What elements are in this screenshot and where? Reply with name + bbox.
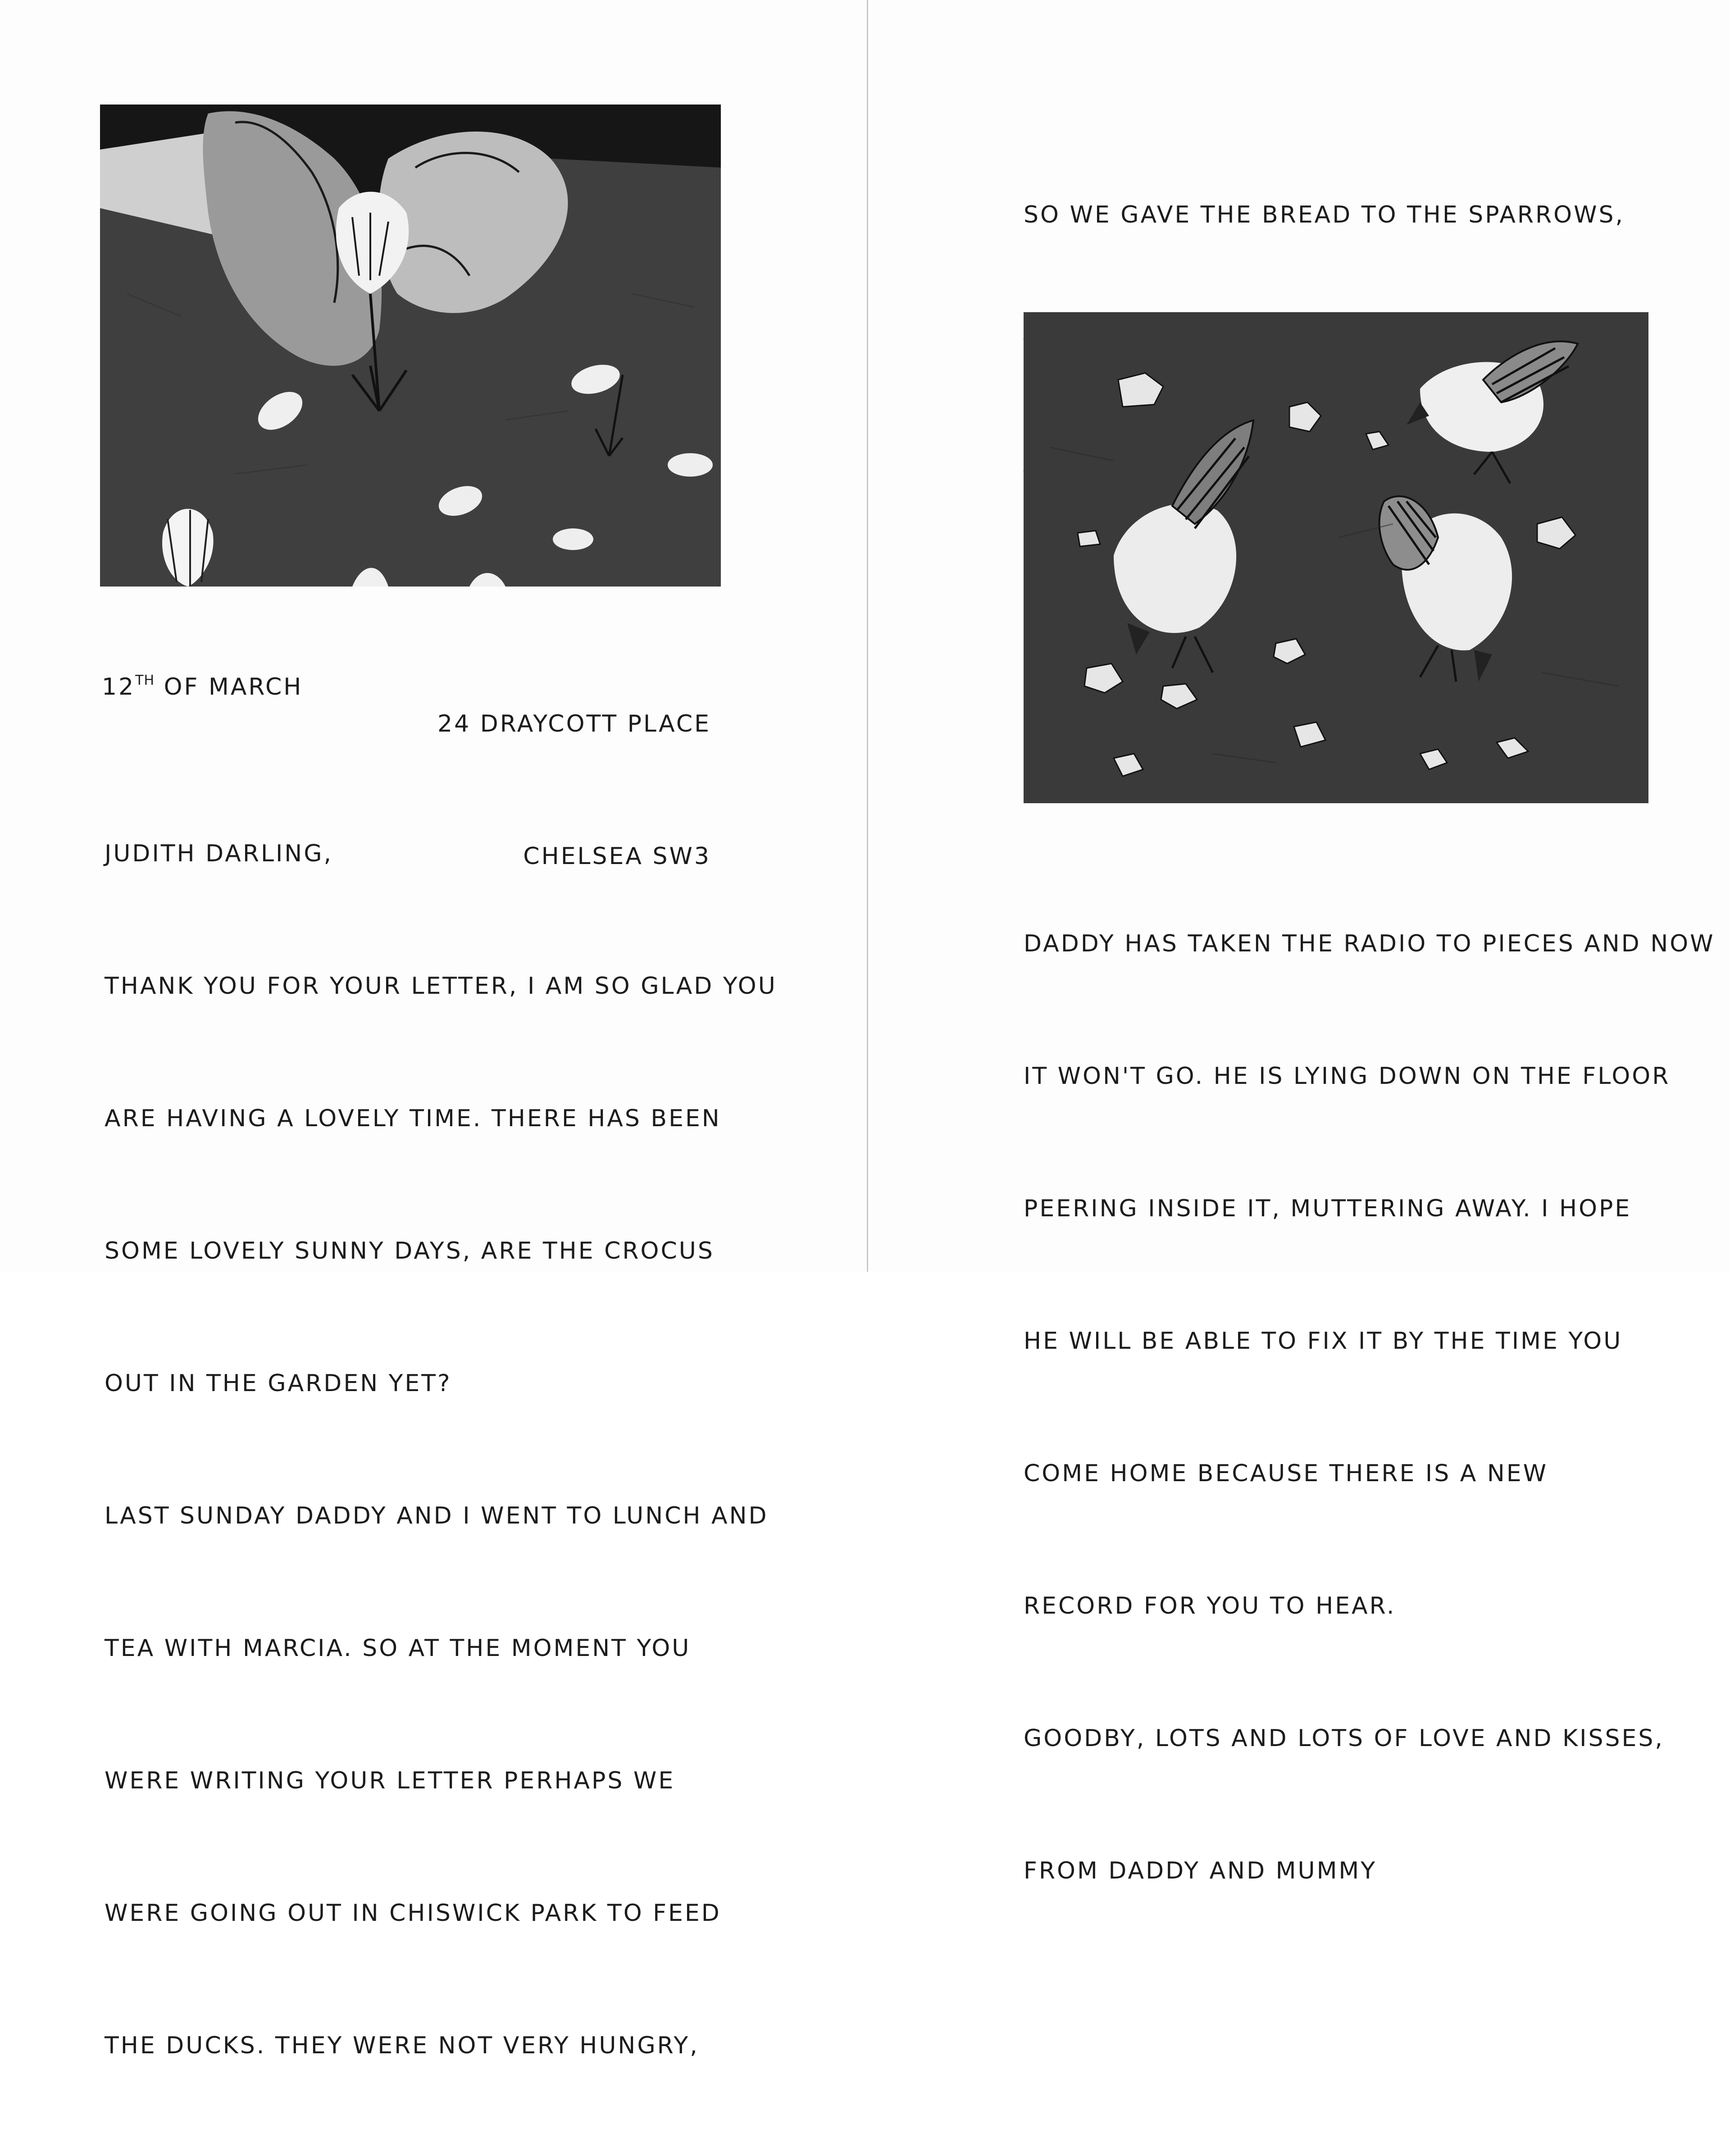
letter-line: TEA WITH MARCIA. SO AT THE MOMENT YOU <box>105 1635 691 1662</box>
letter-line: WERE WRITING YOUR LETTER PERHAPS WE <box>105 1767 675 1794</box>
letter-line: PEERING INSIDE IT, MUTTERING AWAY. I HOPE <box>1024 1195 1632 1222</box>
crocus-hands-drawing-icon <box>100 105 721 587</box>
letter-line: RECORD FOR YOU TO HEAR. <box>1024 1592 1396 1619</box>
letter-date <box>102 659 303 709</box>
letter-body-left <box>105 743 777 2156</box>
address-line-2: CHELSEA SW3 <box>523 843 711 870</box>
date-suffix: TH <box>135 673 155 688</box>
letter-line: FROM DADDY AND MUMMY <box>1024 1857 1377 1884</box>
letter-line: COME HOME BECAUSE THERE IS A NEW <box>1024 1460 1548 1487</box>
letter-line: DADDY HAS TAKEN THE RADIO TO PIECES AND NOW <box>1024 930 1715 957</box>
letter-line: SOME LOVELY SUNNY DAYS, ARE THE CROCUS <box>105 1237 715 1264</box>
letter-line: JUDITH DARLING, <box>105 840 333 867</box>
date-day: 12 <box>102 673 136 700</box>
letter-line: LAST SUNDAY DADDY AND I WENT TO LUNCH AND <box>105 1502 769 1529</box>
letter-line: THE DUCKS. THEY WERE NOT VERY HUNGRY, <box>105 2032 699 2059</box>
right-page <box>868 0 1730 1884</box>
date-rest: OF MARCH <box>155 673 303 700</box>
letter-line: ARE HAVING A LOVELY TIME. THERE HAS BEEN <box>105 1105 721 1132</box>
letter-line: GOODBY, LOTS AND LOTS OF LOVE AND KISSES, <box>1024 1725 1664 1752</box>
letter-line: HE WILL BE ABLE TO FIX IT BY THE TIME YOU <box>1024 1328 1623 1355</box>
letter-line: SO WE GAVE THE BREAD TO THE SPARROWS, <box>1024 201 1625 228</box>
letter-line: IT WON'T GO. HE IS LYING DOWN ON THE FLOOR <box>1024 1063 1671 1090</box>
letter-line: THANK YOU FOR YOUR LETTER, I AM SO GLAD YOU <box>105 973 777 1000</box>
address-line-1: 24 DRAYCOTT PLACE <box>437 710 711 737</box>
letter-line: WERE GOING OUT IN CHISWICK PARK TO FEED <box>105 1900 721 1927</box>
letter-body-right-bottom <box>1024 833 1715 1981</box>
letter-line: OUT IN THE GARDEN YET? <box>105 1370 452 1397</box>
sparrows-drawing-icon <box>1024 312 1648 803</box>
left-page <box>0 0 867 2059</box>
